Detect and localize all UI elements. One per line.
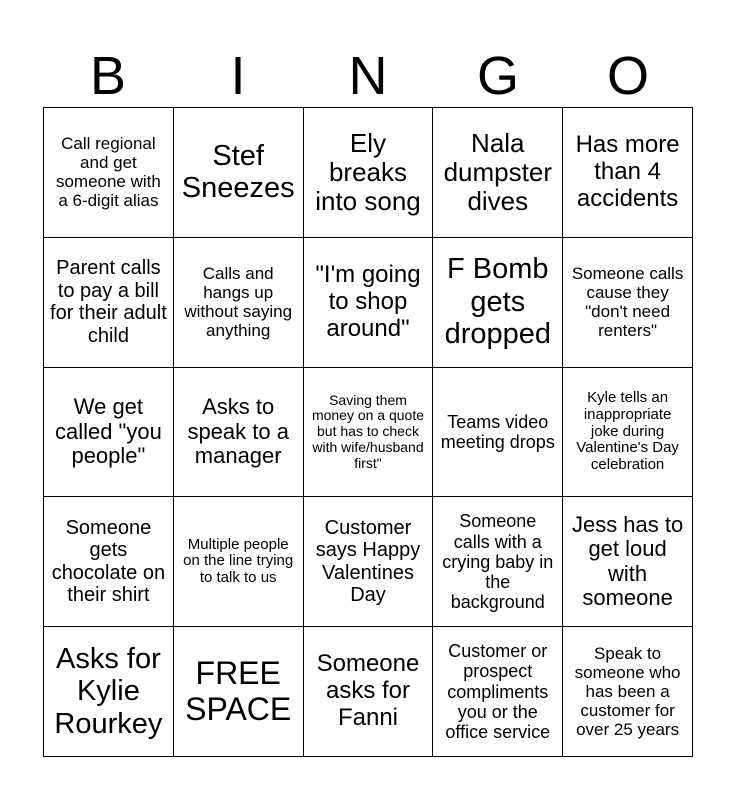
bingo-cell[interactable]: Asks to speak to a manager	[174, 368, 304, 498]
bingo-cell[interactable]: Speak to someone who has been a customer for over 25 years	[563, 627, 693, 757]
bingo-cell[interactable]: Teams video meeting drops	[433, 368, 563, 498]
bingo-cell[interactable]: Jess has to get loud with someone	[563, 497, 693, 627]
bingo-cell[interactable]: Stef Sneezes	[174, 108, 304, 238]
header-letter-b: B	[89, 46, 127, 106]
bingo-header	[43, 44, 693, 108]
bingo-cell[interactable]: Asks for Kylie Rourkey	[44, 627, 174, 757]
bingo-cell[interactable]: Ely breaks into song	[304, 108, 434, 238]
bingo-cell[interactable]: Someone calls with a crying baby in the background	[433, 497, 563, 627]
bingo-cell[interactable]: Customer says Happy Valentines Day	[304, 497, 434, 627]
bingo-cell[interactable]: Multiple people on the line trying to talk to us	[174, 497, 304, 627]
header-letter-i: I	[230, 46, 246, 106]
bingo-cell[interactable]: Nala dumpster dives	[433, 108, 563, 238]
bingo-cell[interactable]: Someone asks for Fanni	[304, 627, 434, 757]
bingo-cell[interactable]: "I'm going to shop around"	[304, 238, 434, 368]
header-letter-n: N	[348, 46, 388, 106]
bingo-grid	[43, 107, 693, 757]
bingo-cell[interactable]: Parent calls to pay a bill for their adult child	[44, 238, 174, 368]
header-letter-g: G	[476, 46, 519, 106]
bingo-cell[interactable]: Someone calls cause they "don't need renters"	[563, 238, 693, 368]
bingo-cell[interactable]: Calls and hangs up without saying anything	[174, 238, 304, 368]
bingo-cell[interactable]: Kyle tells an inappropriate joke during Valentine's Day celebration	[563, 368, 693, 498]
bingo-cell[interactable]: Someone gets chocolate on their shirt	[44, 497, 174, 627]
bingo-cell[interactable]: Customer or prospect compliments you or the office service	[433, 627, 563, 757]
header-letter-o: O	[606, 46, 649, 106]
bingo-cell-free-space[interactable]: FREE SPACE	[174, 627, 304, 757]
bingo-cell[interactable]: Call regional and get someone with a 6-digit alias	[44, 108, 174, 238]
bingo-cell[interactable]: F Bomb gets dropped	[433, 238, 563, 368]
bingo-cell[interactable]: Saving them money on a quote but has to check with wife/husband first"	[304, 368, 434, 498]
bingo-cell[interactable]: We get called "you people"	[44, 368, 174, 498]
bingo-cell[interactable]: Has more than 4 accidents	[563, 108, 693, 238]
